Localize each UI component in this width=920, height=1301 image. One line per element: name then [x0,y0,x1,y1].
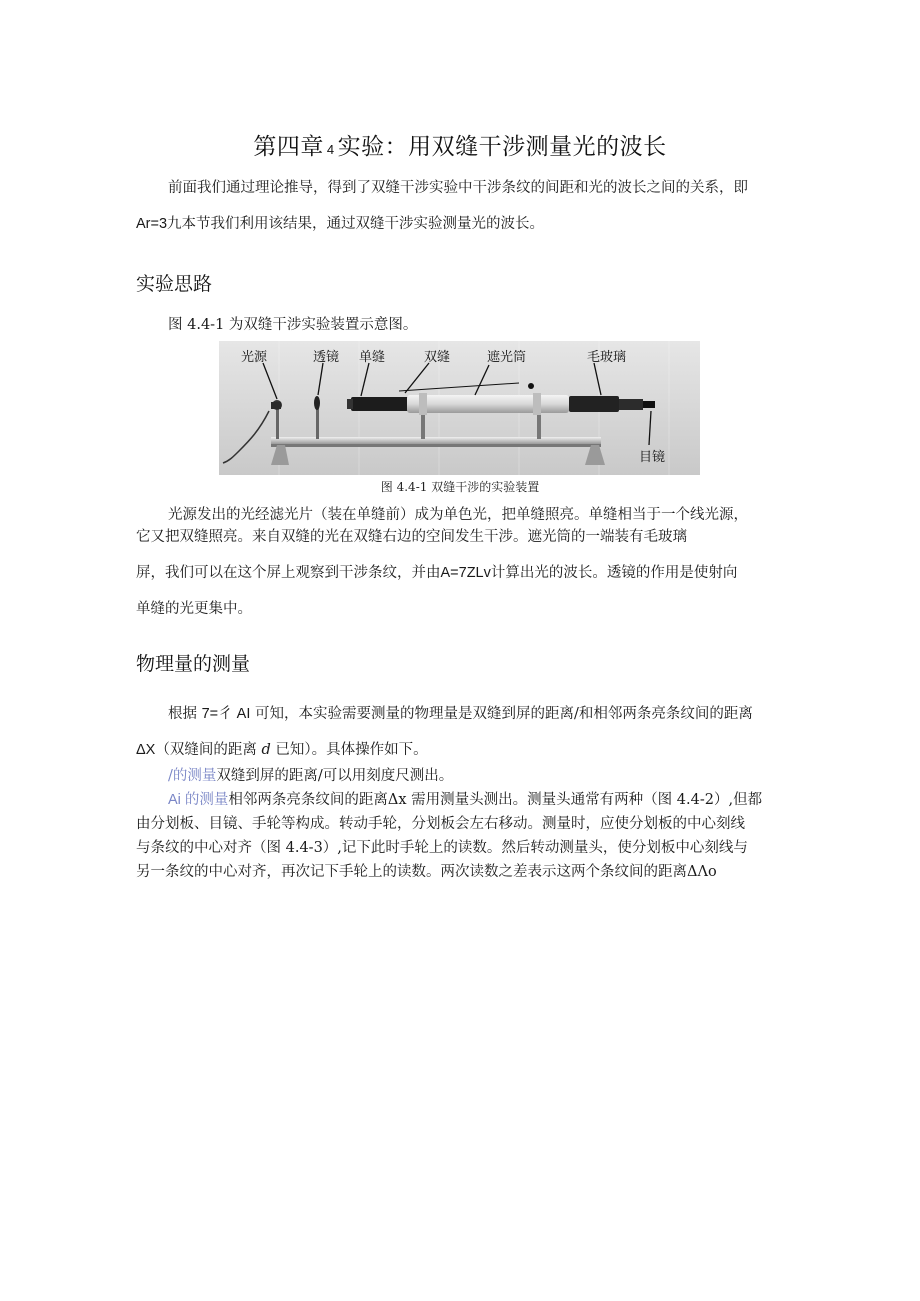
figure-label-double-slit: 双缝 [424,350,451,365]
measure-line-1 [168,702,791,726]
figure-label-lens: 透镜 [313,350,340,365]
page-title [0,128,920,161]
approach-line-3 [136,561,791,585]
measure-line-2-c: 已知）。具体操作如下。 [275,742,428,758]
figure-label-frosted-glass: 毛玻璃 [587,350,627,365]
figure-caption: 图 4.4-1 双缝干涉的实验装置 [380,480,540,494]
intro-formula: Ar=3 [136,216,168,232]
l-measurement-label: /的测量 [168,768,217,784]
section-heading-measurement: 物理量的测量 [136,653,251,675]
approach-line-1: 光源发出的光经滤光片（装在单缝前）成为单色光，把单缝照亮。单缝相当于一个线光源， [168,507,748,523]
figure-label-single-slit: 单缝 [359,350,386,365]
figure-label-eyepiece: 目镜 [639,450,666,465]
measure-line-3 [168,764,791,788]
lens [314,396,320,410]
variable-d: d [261,742,271,758]
measure-line-4-text: 相邻两条亮条纹间的距离Δx 需用测量头测出。测量头通常有两种（图 4.4-2）,但都 [228,792,763,808]
approach-line-3-a: 屏，我们可以在这个屏上观察到干涉条纹，并由 [136,565,441,581]
section-heading-approach: 实验思路 [136,273,213,295]
apparatus-illustration [219,341,700,475]
measure-line-1-b: 可知，本实验需要测量的物理量是双缝到屏的距离/和相邻两条亮条纹间的距离 [254,706,753,722]
title-chapter: 第四章 [253,134,324,160]
eyepiece [619,399,643,410]
optical-rail [271,437,601,445]
figure-reference: 图 4.4-1 为双缝干涉实验装置示意图。 [168,317,418,333]
approach-formula: A=7ZLv [440,565,491,581]
measure-line-7: 另一条纹的中心对齐，再次记下手轮上的读数。两次读数之差表示这两个条纹间的距离ΔΛo [136,864,717,880]
measure-formula: 7=彳 AI [201,706,251,722]
figure-label-light-source: 光源 [241,350,268,365]
measure-line-3-text: 双缝到屏的距离/可以用刻度尺测出。 [216,768,454,784]
intro-line-2 [136,212,791,236]
intro-line-1: 前面我们通过理论推导，得到了双缝干涉实验中干涉条纹的间距和光的波长之间的关系，即 [168,180,748,196]
measure-line-1-a: 根据 [168,706,197,722]
apparatus-figure [219,341,700,475]
title-number: 4 [326,142,335,157]
delta-x-symbol: ΔX [136,742,156,758]
title-text: 实验：用双缝干涉测量光的波长 [337,134,667,160]
single-slit-holder [351,397,409,411]
approach-line-3-b: 计算出光的波长。透镜的作用是使射向 [490,565,738,581]
frosted-glass-holder [569,396,619,412]
measure-line-5: 由分划板、目镜、手轮等构成。转动手轮，分划板会左右移动。测量时，应使分划板的中心刻线 [136,816,745,832]
measure-line-2 [136,738,791,762]
dx-measurement-label: Ai 的测量 [168,792,229,808]
figure-label-shading-tube: 遮光筒 [487,350,527,365]
measure-line-4 [168,788,791,812]
shading-tube [407,395,569,413]
approach-line-2: 它又把双缝照亮。来自双缝的光在双缝右边的空间发生干涉。遮光筒的一端装有毛玻璃 [136,529,687,545]
approach-line-4: 单缝的光更集中。 [136,601,252,617]
intro-line-2-text: 九本节我们利用该结果，通过双缝干涉实验测量光的波长。 [167,216,545,232]
measure-line-2-b: （双缝间的距离 [155,742,257,758]
measure-line-6: 与条纹的中心对齐（图 4.4-3）,记下此时手轮上的读数。然后转动测量头，使分划板中心刻线与 [136,840,748,856]
